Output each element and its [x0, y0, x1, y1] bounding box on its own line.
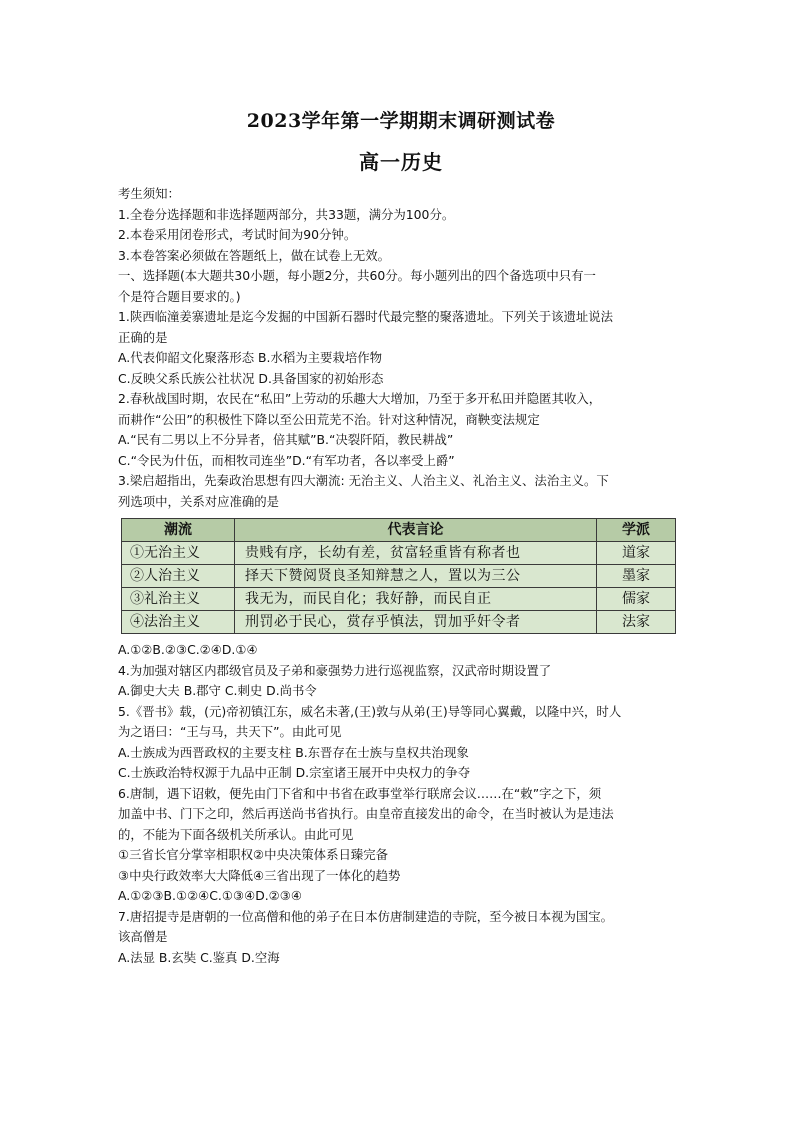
- question-6-stem: 6.唐制，遇下诏敕，便先由门下省和中书省在政事堂举行联席会议……在“敕”字之下，须: [118, 785, 602, 801]
- table-cell: ②人治主义: [122, 565, 235, 588]
- notice-heading: 考生须知：: [118, 186, 180, 201]
- question-5-stem-cont: 为之语曰：“王与马，共天下”。由此可见: [118, 724, 342, 739]
- table-cell: ①无治主义: [122, 542, 235, 565]
- question-2-stem-cont: 而耕作“公田”的积极性下降以至公田荒芜不治。针对这种情况，商鞅变法规定: [118, 411, 540, 427]
- question-6-options: A.①②③B.①②④C.①③④D.②③④: [118, 888, 303, 903]
- table-row: [122, 611, 676, 634]
- exam-body: [118, 184, 684, 968]
- question-1-stem-cont: 正确的是: [118, 329, 168, 345]
- table-cell: ④法治主义: [122, 611, 235, 634]
- question-3-stem: 3.梁启超指出，先秦政治思想有四大潮流: 无治主义、人治主义、礼治主义、法治主义。下: [118, 473, 609, 488]
- exam-title: 2023学年第一学期期末调研测试卷: [246, 110, 556, 132]
- notice-item: 3.本卷答案必须做在答题纸上，做在试卷上无效。: [118, 247, 391, 263]
- question-4-stem: 4.为加强对辖区内郡级官员及子弟和豪强势力进行巡视监察，汉武帝时期设置了: [118, 662, 552, 678]
- question-5-options: C.士族政治特权源于九品中正制 D.宗室诸王展开中央权力的争夺: [118, 765, 471, 780]
- table-header-row: [122, 519, 676, 542]
- question-2-options: C.“令民为什伍，而相牧司连坐”D.“有军功者，各以率受上爵”: [118, 452, 455, 468]
- table-cell: 贵贱有序，长幼有差，贫富轻重皆有称者也: [235, 542, 597, 565]
- exam-subject: 高一历史: [359, 150, 443, 174]
- question-7-options: A.法显 B.玄奘 C.鉴真 D.空海: [118, 949, 280, 965]
- question-2-stem: 2.春秋战国时期，农民在“私田”上劳动的乐趣大大增加，乃至于多开私田并隐匿其收入，: [118, 391, 602, 406]
- table-row: [122, 542, 676, 565]
- question-3-stem-cont: 列选项中，关系对应准确的是: [118, 493, 280, 509]
- section-heading: 一、选择题(本大题共30小题，每小题2分，共60分。每小题列出的四个备选项中只有一: [118, 268, 596, 283]
- table-header: 代表言论: [235, 519, 597, 542]
- notice-item: 1.全卷分选择题和非选择题两部分，共33题，满分为100分。: [118, 206, 455, 222]
- question-6-stem-cont: 加盖中书、门下之印，然后再送尚书省执行。由皇帝直接发出的命令，在当时被认为是违法: [118, 806, 614, 821]
- question-3-options: A.①②B.②③C.②④D.①④: [118, 642, 258, 657]
- table-cell: 刑罚必于民心，赏存乎慎法，罚加乎奸令者: [235, 611, 597, 634]
- question-6-statement: ①三省长官分掌宰相职权②中央决策体系日臻完备: [118, 847, 389, 862]
- question-2-options: A.“民有二男以上不分异者，倍其赋”B.“决裂阡陌，教民耕战”: [118, 432, 454, 447]
- table-cell: ③礼治主义: [122, 588, 235, 611]
- section-heading-cont: 个是符合题目要求的。): [118, 288, 241, 304]
- question-5-options: A.士族成为西晋政权的主要支柱 B.东晋存在士族与皇权共治现象: [118, 744, 469, 760]
- question-1-options: C.反映父系氏族公社状况 D.具备国家的初始形态: [118, 370, 384, 386]
- table-cell: 道家: [597, 542, 676, 565]
- question-6-stem-cont: 的，不能为下面各级机关所承认。由此可见: [118, 826, 354, 842]
- table-header: 学派: [597, 519, 676, 542]
- table-cell: 墨家: [597, 565, 676, 588]
- question-7-stem: 7.唐招提寺是唐朝的一位高僧和他的弟子在日本仿唐制建造的寺院，至今被日本视为国宝。: [118, 908, 614, 924]
- table-header: 潮流: [122, 519, 235, 542]
- table-row: [122, 588, 676, 611]
- table-row: [122, 565, 676, 588]
- question-1-stem: 1.陕西临潼姜寨遗址是迄今发掘的中国新石器时代最完整的聚落遗址。下列关于该遗址说法: [118, 309, 614, 324]
- notice-item: 2.本卷采用闭卷形式，考试时间为90分钟。: [118, 227, 357, 242]
- question-6-statement: ③中央行政效率大大降低④三省出现了一体化的趋势: [118, 867, 401, 883]
- question-4-options: A.御史大夫 B.郡守 C.刺史 D.尚书令: [118, 683, 317, 698]
- question-3-table: [121, 518, 676, 634]
- question-7-stem-cont: 该高僧是: [118, 929, 168, 944]
- table-cell: 法家: [597, 611, 676, 634]
- question-5-stem: 5.《晋书》载，(元)帝初镇江东，威名未著,(王)敦与从弟(王)导等同心翼戴，以隆中兴，时人: [118, 703, 622, 719]
- table-cell: 我无为，而民自化；我好静，而民自正: [235, 588, 597, 611]
- table-cell: 儒家: [597, 588, 676, 611]
- table-cell: 择天下赞阅贤良圣知辩慧之人，置以为三公: [235, 565, 597, 588]
- question-1-options: A.代表仰韶文化聚落形态 B.水稻为主要栽培作物: [118, 350, 382, 365]
